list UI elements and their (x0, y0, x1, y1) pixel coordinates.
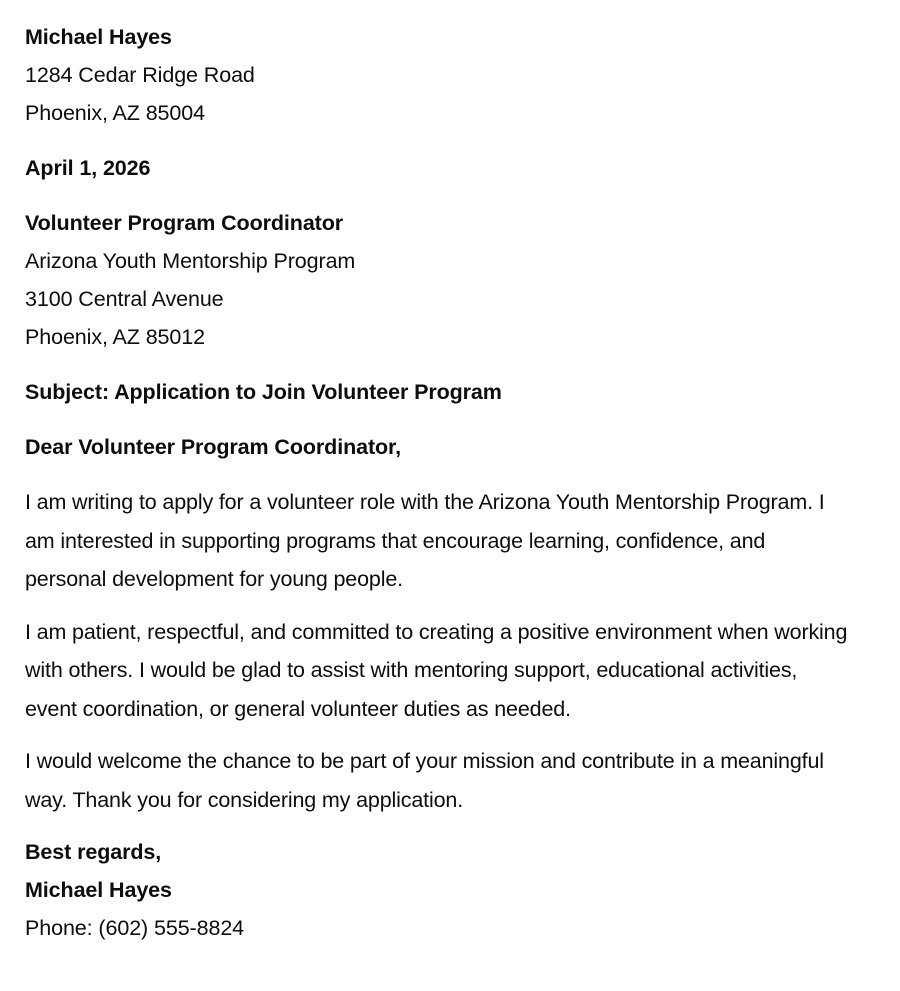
sender-address-block (25, 18, 848, 132)
sender-city-state-zip: Phoenix, AZ 85004 (25, 101, 205, 125)
subject-line: Subject: Application to Join Volunteer Program (25, 380, 502, 404)
recipient-title: Volunteer Program Coordinator (25, 211, 344, 235)
sender-street: 1284 Cedar Ridge Road (25, 63, 255, 87)
body-paragraph-1: I am writing to apply for a volunteer role with the Arizona Youth Mentorship Program. I am interested in supporting programs that encourage learning, confidence, and personal development for young people. (25, 490, 825, 591)
sender-name: Michael Hayes (25, 25, 172, 49)
subject-block (25, 373, 848, 411)
closing-sign-off: Best regards, (25, 840, 162, 864)
salutation-line: Dear Volunteer Program Coordinator, (25, 435, 402, 459)
closing-name: Michael Hayes (25, 878, 172, 902)
recipient-address-block (25, 204, 848, 356)
date-block (25, 149, 848, 187)
closing-block (25, 833, 848, 947)
body-paragraph-2: I am patient, respectful, and committed to creating a positive environment when working with others. I would be glad to assist with mentoring support, educational activities, event coordination, or general volunteer duties as needed. (25, 619, 848, 721)
closing-phone: Phone: (602) 555-8824 (25, 916, 245, 940)
body-paragraph-3: I would welcome the chance to be part of your mission and contribute in a meaningful way. Thank you for considering my application. (25, 749, 824, 812)
letter-date: April 1, 2026 (25, 156, 151, 180)
recipient-organization: Arizona Youth Mentorship Program (25, 249, 356, 273)
recipient-city-state-zip: Phoenix, AZ 85012 (25, 325, 205, 349)
salutation-block (25, 428, 848, 466)
recipient-street: 3100 Central Avenue (25, 287, 224, 311)
